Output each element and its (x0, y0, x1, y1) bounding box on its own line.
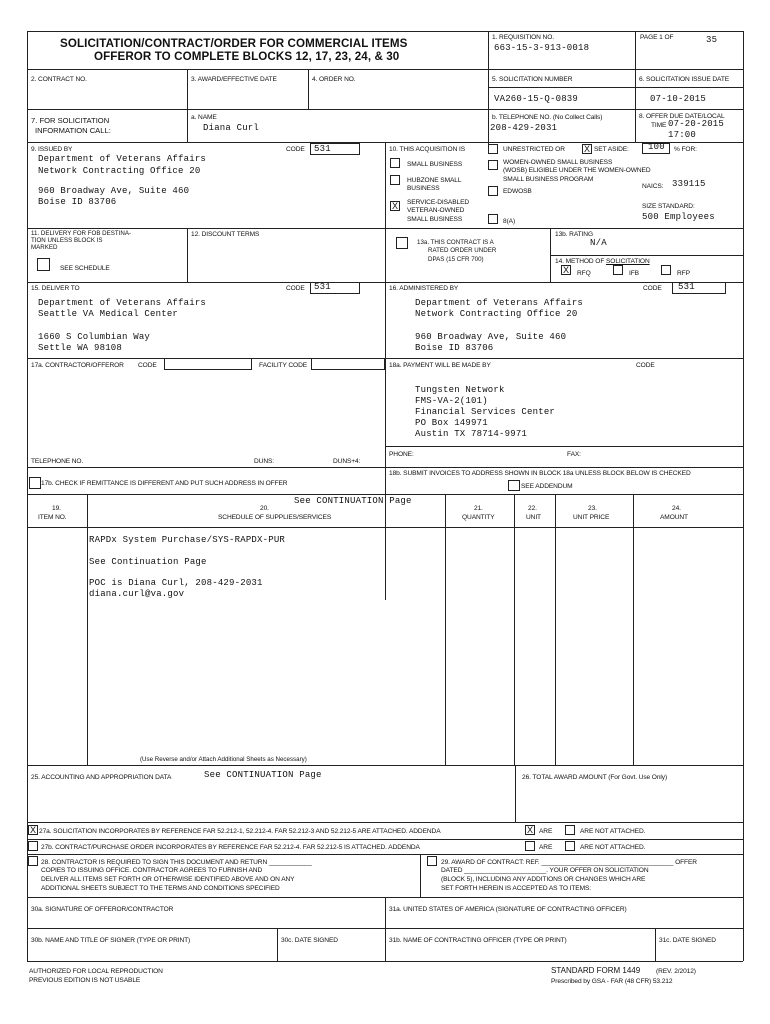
form-title-line2: OFFEROR TO COMPLETE BLOCKS 12, 17, 23, 24, & 30 (94, 50, 400, 63)
issued-by-label: 9. ISSUED BY (31, 146, 73, 153)
administered-by-line4: Boise ID 83706 (415, 343, 494, 353)
rule (555, 494, 556, 765)
info-call-label-2: INFORMATION CALL: (35, 126, 111, 135)
phone-label: b. TELEPHONE NO. (No Collect Calls) (492, 114, 603, 121)
facility-code-label: FACILITY CODE (259, 362, 308, 369)
wosb-checkbox[interactable] (488, 160, 498, 170)
wosb-label-3: SMALL BUSINESS PROGRAM (503, 176, 594, 183)
rule (277, 928, 278, 961)
footer-prescribed: Prescribed by GSA - FAR (48 CFR) 53.212 (551, 978, 673, 985)
rfq-label: RFQ (577, 270, 591, 277)
clause-27b-are-not-label: ARE NOT ATTACHED. (580, 844, 646, 851)
deliver-to-code-value: 531 (314, 282, 331, 292)
clause-28-checkbox[interactable] (28, 856, 38, 866)
clause-27a-checkbox[interactable]: X (29, 825, 36, 835)
rule (27, 822, 743, 823)
see-addendum-label: SEE ADDENDUM (521, 483, 573, 490)
rfq-checkbox[interactable]: X (562, 265, 569, 275)
offer-due-date[interactable]: 07-20-2015 (668, 119, 725, 129)
payment-phone-label: PHONE: (389, 451, 414, 458)
rated-order-label-2: RATED ORDER UNDER (428, 247, 497, 254)
award-date-label: 3. AWARD/EFFECTIVE DATE (191, 76, 277, 83)
hubzone-label-1: HUBZONE SMALL (407, 177, 462, 184)
footer-authorized: AUTHORIZED FOR LOCAL REPRODUCTION (29, 968, 163, 975)
rated-order-label-1: 13a. THIS CONTRACT IS A (417, 239, 494, 246)
sdvosb-label-2: VETERAN-OWNED (407, 207, 465, 214)
issue-date-label: 6. SOLICITATION ISSUE DATE (639, 76, 730, 83)
col19-number: 19. (52, 505, 61, 512)
administered-by-line3: 960 Broadway Ave, Suite 460 (415, 332, 567, 342)
rule (27, 467, 743, 468)
contractor-label: 17a. CONTRACTOR/OFFEROR (31, 362, 124, 369)
administered-by-code-label: CODE (643, 285, 662, 292)
contractor-code-box[interactable] (164, 358, 252, 370)
order-no-label: 4. ORDER NO. (312, 76, 356, 83)
footer-form-name: STANDARD FORM 1449 (551, 966, 641, 975)
percent-for-label: % FOR: (674, 146, 697, 153)
deliver-to-line4: Settle WA 98108 (38, 343, 123, 353)
discount-terms-label: 12. DISCOUNT TERMS (191, 231, 260, 238)
rule (27, 69, 743, 70)
clause-27a-are-not-checkbox[interactable] (565, 825, 575, 835)
payment-line4: PO Box 149971 (415, 418, 488, 428)
hubzone-checkbox[interactable] (390, 175, 400, 185)
naics-label: NAICS: (642, 183, 664, 190)
col21-header: QUANTITY (462, 514, 495, 521)
unrestricted-checkbox[interactable] (488, 144, 498, 154)
requisition-value[interactable]: 663-15-3-913-0018 (494, 43, 590, 53)
clause-27b-are-checkbox[interactable] (525, 841, 535, 851)
method-label: 14. METHOD OF SOLICITATION (555, 258, 650, 265)
issued-by-line4: Boise ID 83706 (38, 197, 117, 207)
signer-name-label: 30b. NAME AND TITLE OF SIGNER (TYPE OR PRINT) (31, 937, 191, 944)
offer-due-label-2: TIME (651, 122, 667, 129)
rule (27, 527, 743, 528)
col23-number: 23. (588, 505, 597, 512)
rule (27, 839, 743, 840)
page-total: 35 (706, 35, 718, 45)
rule (27, 358, 743, 359)
administered-by-line2: Network Contracting Office 20 (415, 309, 578, 319)
schedule-footer-note: (Use Reverse and/or Attach Additional Sheets as Necessary) (140, 756, 307, 763)
total-award-label: 26. TOTAL AWARD AMOUNT (For Govt. Use Only) (522, 774, 668, 781)
ifb-label: IFB (629, 270, 639, 277)
percent-value: 100 (648, 142, 665, 152)
remittance-label: 17b. CHECK IF REMITTANCE IS DIFFERENT AND PUT SUCH ADDRESS IN OFFER (41, 480, 288, 487)
rule (635, 109, 636, 142)
issued-by-code-label: CODE (286, 146, 305, 153)
duns-plus-4-label: DUNS+4: (333, 458, 361, 465)
clause-29-checkbox[interactable] (427, 856, 437, 866)
rule (488, 31, 489, 148)
officer-date-label: 31c. DATE SIGNED (659, 937, 716, 944)
issue-date-value[interactable]: 07-10-2015 (650, 94, 707, 104)
deliver-to-line3: 1660 S Columbian Way (38, 332, 151, 342)
footer-revision: (REV. 2/2012) (656, 968, 696, 975)
acquisition-label: 10. THIS ACQUISITION IS (389, 146, 465, 153)
officer-name-label: 31b. NAME OF CONTRACTING OFFICER (TYPE OR PRINT) (389, 937, 567, 944)
rule (550, 255, 743, 256)
facility-code-box[interactable] (311, 358, 385, 370)
rule (27, 494, 743, 495)
payment-line5: Austin TX 78714-9971 (415, 429, 528, 439)
rule (633, 494, 634, 765)
wosb-label-1: WOMEN-OWNED SMALL BUSINESS (503, 159, 613, 166)
phone-value[interactable]: 208-429-2031 (490, 123, 558, 133)
administered-by-label: 16. ADMINISTERED BY (389, 285, 459, 292)
deliver-to-code-label: CODE (286, 285, 305, 292)
accounting-label: 25. ACCOUNTING AND APPROPRIATION DATA (31, 774, 172, 781)
offer-due-label-1: 8. OFFER DUE DATE/LOCAL (639, 113, 725, 120)
col20-header: SCHEDULE OF SUPPLIES/SERVICES (218, 514, 332, 521)
eight-a-checkbox[interactable] (488, 214, 498, 224)
rating-label: 13b. RATING (555, 231, 593, 238)
clause-27a-are-label: ARE (539, 828, 553, 835)
rule (420, 854, 421, 897)
schedule-line3: POC is Diana Curl, 208-429-2031 (89, 578, 263, 588)
schedule-line1: RAPDx System Purchase/SYS-RAPDX-PUR (89, 535, 286, 545)
rule (514, 494, 515, 765)
rule (27, 961, 743, 962)
rule (27, 765, 743, 766)
small-business-checkbox[interactable] (390, 158, 400, 168)
rule (635, 31, 636, 109)
form-title-line1: SOLICITATION/CONTRACT/ORDER FOR COMMERCIAL ITEMS (60, 37, 408, 50)
size-standard-label: SIZE STANDARD: (642, 203, 695, 210)
clause-27b-are-label: ARE (539, 844, 553, 851)
payment-line1: Tungsten Network (415, 385, 505, 395)
rating-value[interactable]: N/A (590, 238, 607, 248)
deliver-to-label: 15. DELIVER TO (31, 285, 80, 292)
info-call-label-1: 7. FOR SOLICITATION (31, 116, 110, 125)
offer-due-time[interactable]: 17:00 (668, 130, 697, 140)
rule (308, 69, 309, 109)
col19-header: ITEM NO. (38, 514, 67, 521)
issued-by-code-value: 531 (314, 144, 331, 154)
col24-number: 24. (672, 505, 681, 512)
payment-line2: FMS-VA-2(101) (415, 396, 488, 406)
deliver-to-line1: Department of Veterans Affairs (38, 298, 207, 308)
col20-note: See CONTINUATION Page (294, 496, 412, 506)
sdvosb-label-3: SMALL BUSINESS (407, 216, 463, 223)
clause-28-line2: COPIES TO ISSUING OFFICE. CONTRACTOR AGREES TO FURNISH AND (41, 867, 263, 874)
rule (27, 228, 743, 229)
clause-28-line3: DELIVER ALL ITEMS SET FORTH OR OTHERWISE IDENTIFIED ABOVE AND ON ANY (41, 876, 295, 883)
hubzone-label-2: BUSINESS (407, 185, 440, 192)
contractor-telephone-label: TELEPHONE NO. (31, 458, 84, 465)
schedule-line2: See Continuation Page (89, 557, 207, 567)
eight-a-label: 8(A) (503, 218, 516, 225)
edwosb-label: EDWOSB (503, 188, 532, 195)
see-schedule-checkbox[interactable] (37, 258, 50, 271)
issued-by-line1: Department of Veterans Affairs (38, 154, 207, 164)
naics-value[interactable]: 339115 (672, 179, 706, 189)
clause-29-line1: 29. AWARD OF CONTRACT: REF. _____________________________________ OFFER (441, 859, 697, 866)
col23-header: UNIT PRICE (573, 514, 610, 521)
name-value[interactable]: Diana Curl (203, 123, 260, 133)
rule (27, 282, 743, 283)
col24-header: AMOUNT (660, 514, 688, 521)
clause-27a-are-checkbox[interactable]: X (526, 825, 533, 835)
signer-date-label: 30c. DATE SIGNED (281, 937, 338, 944)
clause-27b-label: 27b. CONTRACT/PURCHASE ORDER INCORPORATES BY REFERENCE FAR 52.212-4. FAR 52.212-5 IS ATTACHED. ADDENDA (41, 844, 420, 851)
payment-code-label: CODE (636, 362, 655, 369)
rated-order-label-3: DPAS (15 CFR 700) (428, 256, 484, 263)
sdvosb-checkbox[interactable]: X (391, 201, 398, 211)
payment-line3: Financial Services Center (415, 407, 556, 417)
col20-number: 20. (260, 505, 269, 512)
rule (655, 928, 656, 961)
rule (27, 854, 743, 855)
fob-label-3: MARKED (31, 244, 58, 251)
clause-28-line4: ADDITIONAL SHEETS SUBJECT TO THE TERMS AND CONDITIONS SPECIFIED (41, 885, 280, 892)
payment-label: 18a. PAYMENT WILL BE MADE BY (389, 362, 491, 369)
payment-fax-label: FAX: (567, 451, 581, 458)
small-business-label: SMALL BUSINESS (407, 161, 463, 168)
col22-number: 22. (528, 505, 537, 512)
page-label: PAGE 1 OF (640, 34, 674, 41)
rated-order-checkbox[interactable] (396, 237, 408, 249)
footer-previous-edition: PREVIOUS EDITION IS NOT USABLE (29, 977, 141, 984)
signature-officer-label: 31a. UNITED STATES OF AMERICA (SIGNATURE OF CONTRACTING OFFICER) (389, 906, 627, 913)
accounting-value[interactable]: See CONTINUATION Page (204, 770, 322, 780)
see-schedule-label: SEE SCHEDULE (60, 265, 110, 272)
clause-29-line4: SET FORTH HEREIN IS ACCEPTED AS TO ITEMS: (441, 885, 592, 892)
remittance-checkbox[interactable] (29, 477, 41, 489)
rule (385, 446, 743, 447)
fob-label-2: TION UNLESS BLOCK IS (31, 237, 103, 244)
fob-label-1: 11. DELIVERY FOR FOB DESTINA- (31, 230, 132, 237)
rule (515, 765, 516, 822)
schedule-line4: diana.curl@va.gov (89, 589, 185, 599)
clause-27a-label: 27a. SOLICITATION INCORPORATES BY REFERENCE FAR 52.212-1, 52.212-4. FAR 52.212-3 AND 52.212-5 ARE ATTACHED. ADDENDA (39, 828, 441, 835)
ifb-checkbox[interactable] (613, 265, 623, 275)
clause-29-line2: DATED _______________________. YOUR OFFER ON SOLICITATION (441, 867, 649, 874)
submit-invoices-label: 18b. SUBMIT INVOICES TO ADDRESS SHOWN IN BLOCK 18a UNLESS BLOCK BELOW IS CHECKED (389, 470, 691, 477)
administered-by-line1: Department of Veterans Affairs (415, 298, 584, 308)
rule (87, 494, 88, 765)
solicitation-no-label: 5. SOLICITATION NUMBER (492, 76, 573, 83)
clause-28-line1: 28. CONTRACTOR IS REQUIRED TO SIGN THIS DOCUMENT AND RETURN ____________ (41, 859, 312, 866)
col22-header: UNIT (526, 514, 541, 521)
rfp-label: RFP (677, 270, 690, 277)
issued-by-line2: Network Contracting Office 20 (38, 166, 201, 176)
contract-no-label: 2. CONTRACT NO. (31, 76, 87, 83)
rule (187, 228, 188, 282)
contractor-code-label: CODE (138, 362, 157, 369)
rule (743, 31, 744, 961)
clause-27b-are-not-checkbox[interactable] (565, 841, 575, 851)
administered-by-code-value: 531 (678, 282, 695, 292)
deliver-to-line2: Seattle VA Medical Center (38, 309, 179, 319)
clause-27b-checkbox[interactable] (28, 841, 38, 851)
issued-by-line3: 960 Broadway Ave, Suite 460 (38, 186, 190, 196)
rule (385, 142, 386, 600)
requisition-label: 1. REQUISITION NO. (492, 34, 554, 41)
name-label: a. NAME (191, 114, 217, 121)
rfp-checkbox[interactable] (661, 265, 671, 275)
clause-27a-are-not-label: ARE NOT ATTACHED. (580, 828, 646, 835)
solicitation-no-value[interactable]: VA260-15-Q-0839 (494, 94, 579, 104)
rule (445, 494, 446, 765)
wosb-label-2: (WOSB) ELIGIBLE UNDER THE WOMEN-OWNED (503, 167, 651, 174)
col21-number: 21. (474, 505, 483, 512)
rule (27, 928, 743, 929)
rule (187, 69, 188, 109)
rule (385, 897, 386, 961)
clause-29-line3: (BLOCK 5), INCLUDING ANY ADDITIONS OR CHANGES WHICH ARE (441, 876, 646, 883)
see-addendum-checkbox[interactable] (508, 480, 520, 491)
sdvosb-label-1: SERVICE-DISABLED (407, 199, 470, 206)
rule (187, 109, 188, 142)
signature-offeror-label: 30a. SIGNATURE OF OFFEROR/CONTRACTOR (31, 906, 174, 913)
set-aside-label: SET ASIDE: (594, 146, 629, 153)
size-standard-value[interactable]: 500 Employees (642, 212, 715, 222)
edwosb-checkbox[interactable] (488, 186, 498, 196)
set-aside-checkbox[interactable]: X (583, 144, 590, 154)
rule (488, 87, 743, 88)
duns-label: DUNS: (254, 458, 275, 465)
unrestricted-label: UNRESTRICTED OR (503, 146, 565, 153)
